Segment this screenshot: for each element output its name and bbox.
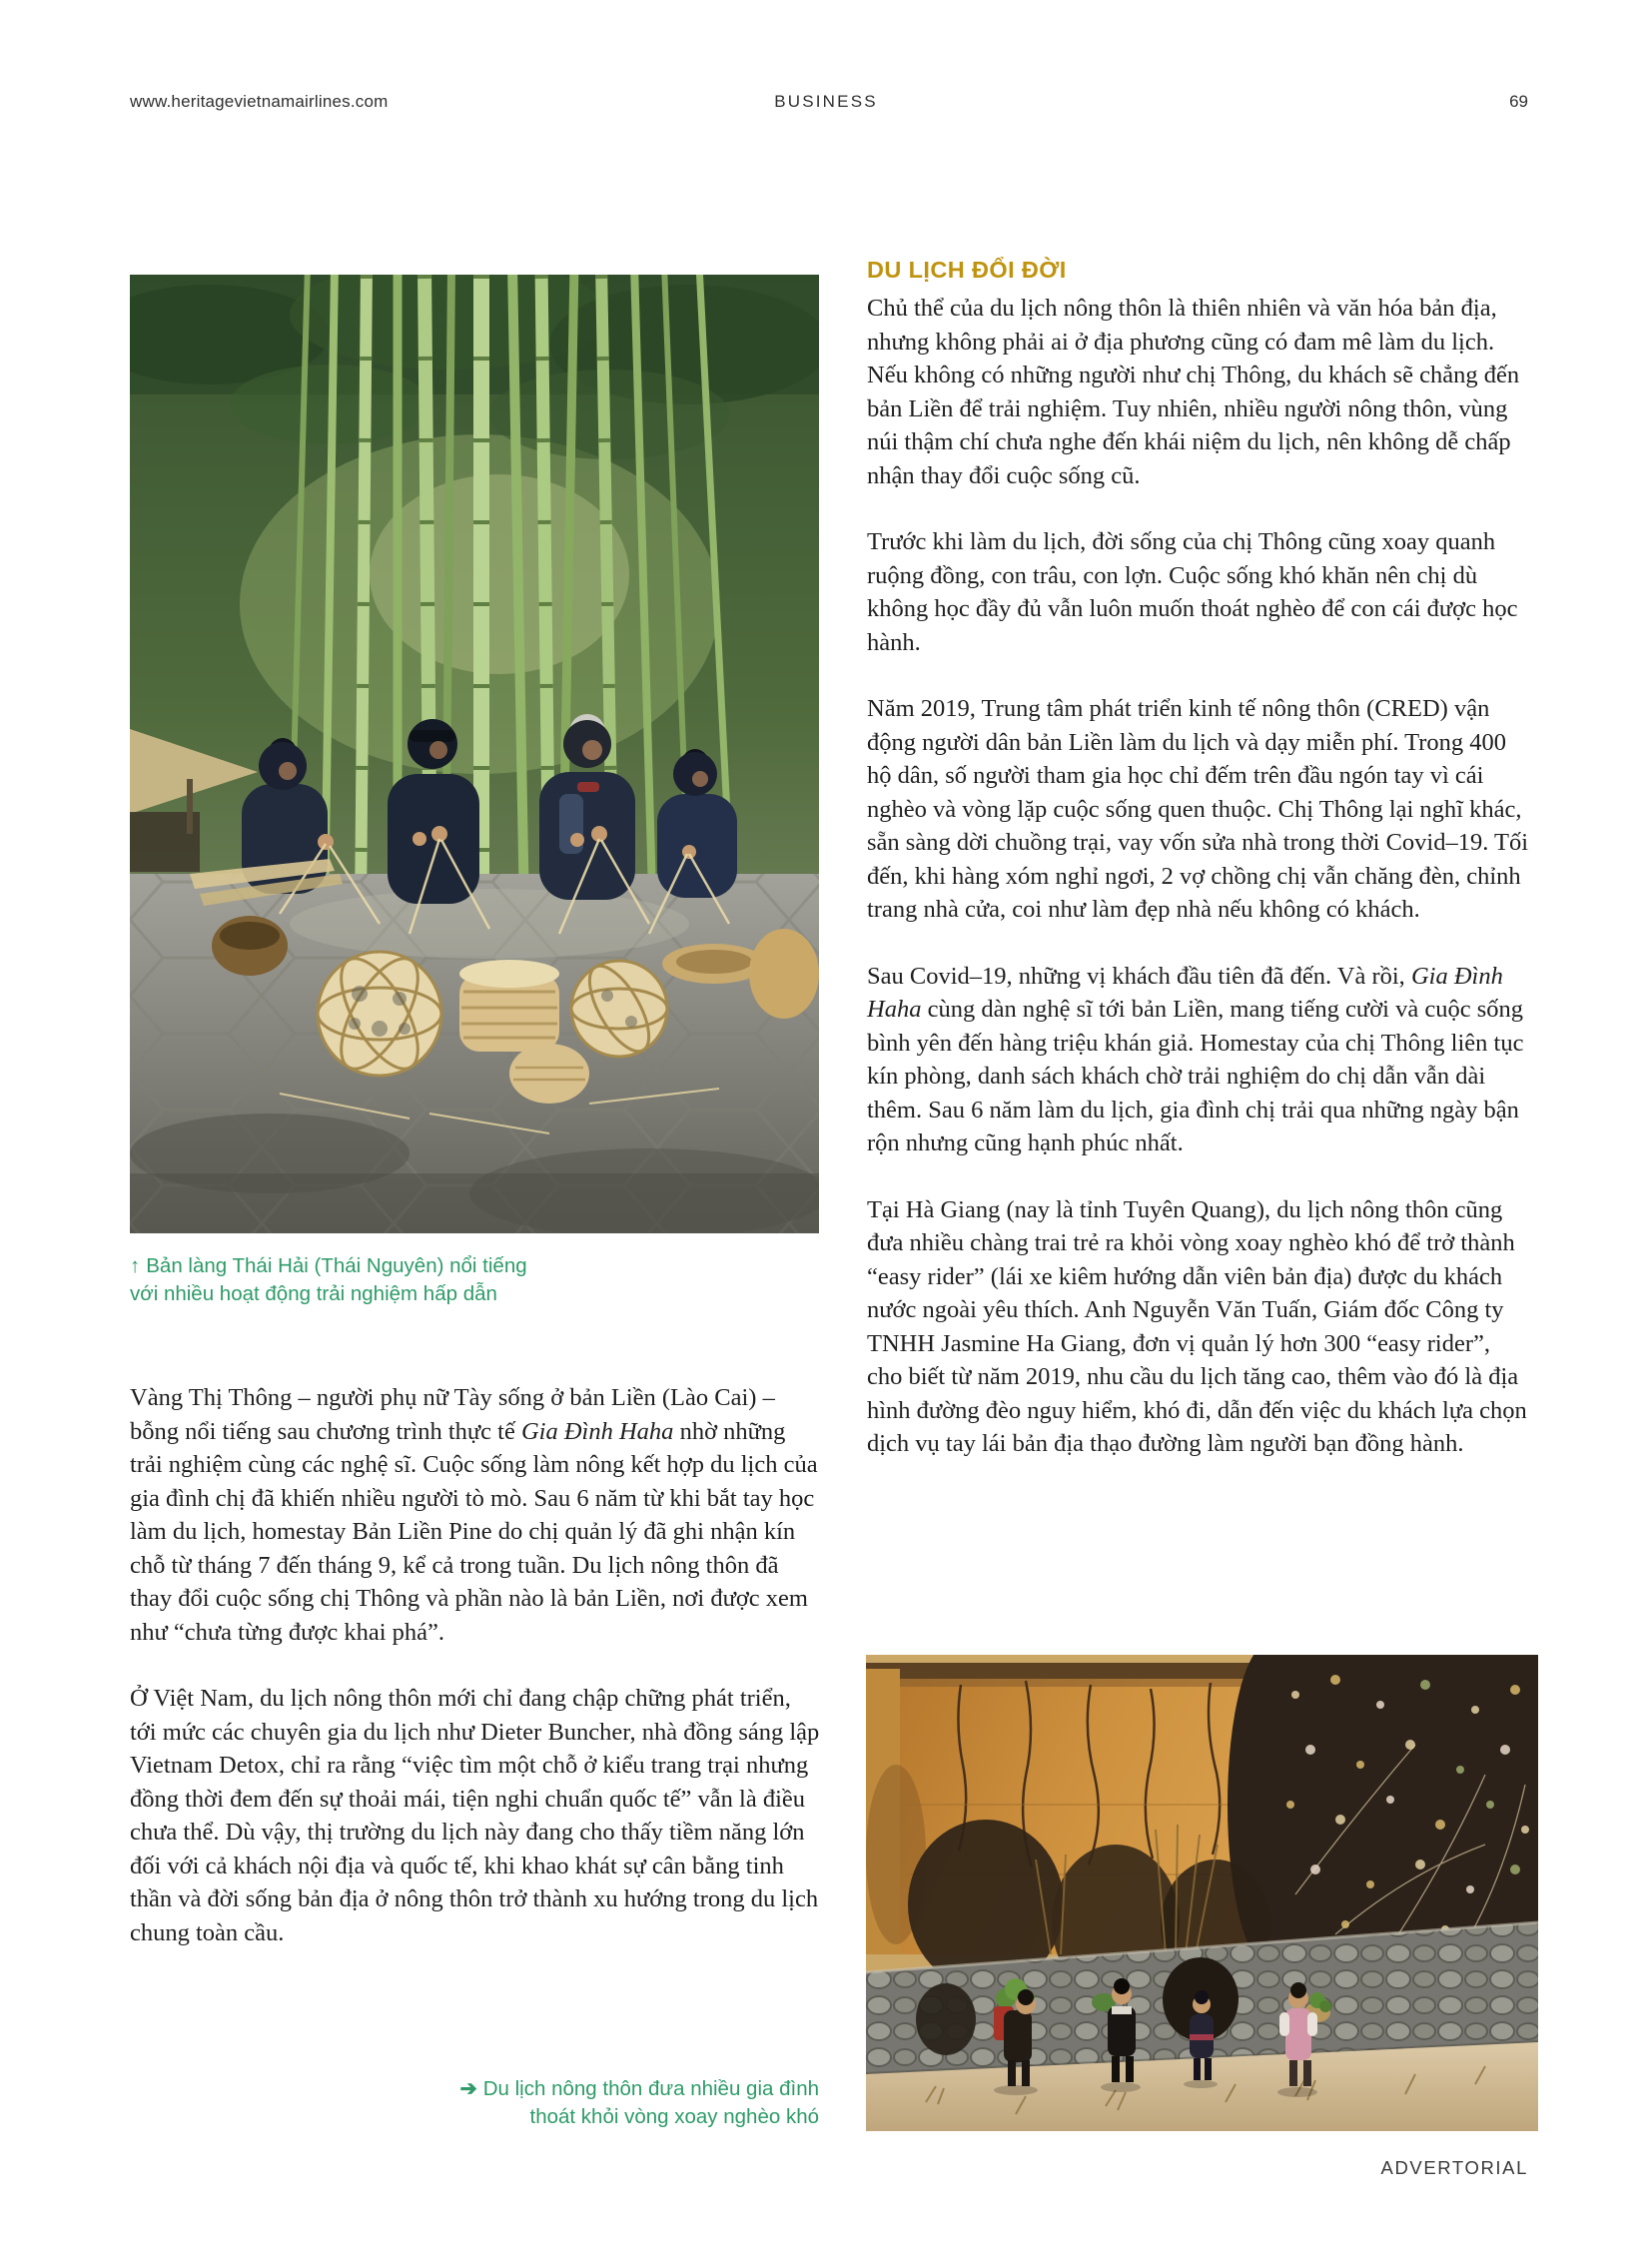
paragraph: Trước khi làm du lịch, đời sống của chị Thông cũng xoay quanh ruộng đồng, con trâu, con lợn. Cuộc sống khó khăn nên chị dù không học đầy đủ vẫn luôn muốn thoát nghèo để con cái được học hành. [867, 528, 1518, 656]
advertorial-label: ADVERTORIAL [1380, 2157, 1528, 2178]
photo-ha-giang-village [866, 1655, 1538, 2131]
article-column-left [130, 1381, 821, 1949]
site-url: www.heritagevietnamairlines.com [130, 92, 389, 111]
paragraph: Chủ thể của du lịch nông thôn là thiên nhiên và văn hóa bản địa, nhưng không phải ai ở địa phương cũng có đam mê làm du lịch. Nếu không có những người như chị Thông, du khách sẽ chẳng đến bản Liền để trải nghiệm. Tuy nhiên, nhiều người nông thôn, vùng núi thậm chí chưa nghe đến khái niệm du lịch, nên không dễ chấp nhận thay đổi cuộc sống cũ. [867, 295, 1520, 489]
section-label: BUSINESS [774, 92, 878, 111]
caption-line-2: thoát khỏi vòng xoay nghèo khó [529, 2105, 819, 2128]
paragraph: Tại Hà Giang (nay là tỉnh Tuyên Quang), du lịch nông thôn cũng đưa nhiều chàng trai trẻ ra khỏi vòng xoay nghèo khó để trở thành “easy rider” (lái xe kiêm hướng dẫn viên bản địa) được du khách nước ngoài yêu thích. Anh Nguyễn Văn Tuấn, Giám đốc Công ty TNHH Jasmine Ha Giang, đơn vị quản lý hơn 300 “easy rider”, cho biết từ năm 2019, nhu cầu du lịch tăng cao, thêm vào đó là địa hình đường đèo nguy hiểm, khó đi, dẫn đến việc du khách lựa chọn dịch vụ tay lái bản địa thạo đường làm người bạn đồng hành. [867, 1195, 1527, 1457]
caption-line-1: Bản làng Thái Hải (Thái Nguyên) nổi tiếng [146, 1254, 527, 1277]
up-arrow-icon: ↑ [130, 1254, 141, 1277]
photo-basket-weaving [130, 275, 819, 1233]
photo-caption-top [130, 1252, 689, 1308]
page-number: 69 [1509, 92, 1528, 111]
photo-caption-bottom [130, 2075, 819, 2131]
paragraph: Năm 2019, Trung tâm phát triển kinh tế nông thôn (CRED) vận động người dân bản Liền làm du lịch và dạy miễn phí. Trong 400 hộ dân, số người tham gia học chỉ đếm trên đầu ngón tay vì cái nghèo và vòng lặp cuộc sống quen thuộc. Chị Thông lại nghĩ khác, sẵn sàng dời chuồng trại, vay vốn sửa nhà trong thời Covid–19. Tối đến, khi hàng xóm nghỉ ngơi, 2 vợ chồng chị vẫn chăng đèn, chỉnh trang nhà cửa, coi như làm đẹp nhà nếu không có khách. [867, 695, 1529, 923]
paragraph: Vàng Thị Thông – người phụ nữ Tày sống ở bản Liền (Lào Cai) – bỗng nổi tiếng sau chương trình thực tế Gia Đình Haha nhờ những trải nghiệm cùng các nghệ sĩ. Cuộc sống làm nông kết hợp du lịch của gia đình chị đã khiến nhiều người tò mò. Sau 6 năm từ khi bắt tay học làm du lịch, homestay Bản Liền Pine do chị quản lý đã ghi nhận kín chỗ từ tháng 7 đến tháng 9, kể cả trong tuần. Du lịch nông thôn đã thay đổi cuộc sống chị Thông và phần nào là bản Liền, nơi được xem như “chưa từng được khai phá”. [130, 1384, 818, 1646]
basket-weaving-illustration [130, 275, 819, 1233]
speckled-bush [1228, 1655, 1538, 1966]
paragraph: Ở Việt Nam, du lịch nông thôn mới chỉ đang chập chững phát triển, tới mức các chuyên gia du lịch như Dieter Buncher, nhà đồng sáng lập Vietnam Detox, chỉ ra rằng “việc tìm một chỗ ở kiểu trang trại nhưng đồng thời đem đến sự thoải mái, tiện nghi chuẩn quốc tế” vẫn là điều chưa thể. Dù vậy, thị trường du lịch này đang cho thấy tiềm năng lớn đối với cả khách nội địa và quốc tế, khi khao khát sự cân bằng tinh thần và đời sống bản địa ở nông thôn trở thành xu hướng trong du lịch chung toàn cầu. [130, 1685, 820, 1946]
caption-line-2: với nhiều hoạt động trải nghiệm hấp dẫn [130, 1282, 497, 1305]
caption-line-1: Du lịch nông thôn đưa nhiều gia đình [482, 2077, 819, 2100]
right-arrow-icon: ➔ [459, 2077, 477, 2100]
article-column-right [867, 292, 1530, 1461]
village-walk-illustration [866, 1655, 1538, 2131]
page-header [0, 92, 1652, 118]
paragraph: Sau Covid–19, những vị khách đầu tiên đã đến. Và rồi, Gia Đình Haha cùng dàn nghệ sĩ tới bản Liền, mang tiếng cười và cuộc sống bình yên đến hàng triệu khán giả. Homestay của chị Thông liên tục kín phòng, danh sách khách chờ trải nghiệm do chị dẫn vẫn dài thêm. Sau 6 năm làm du lịch, gia đình chị trải qua những ngày bận rộn nhưng cũng hạnh phúc nhất. [867, 962, 1524, 1156]
section-heading: DU LỊCH ĐỔI ĐỜI [867, 257, 1067, 283]
